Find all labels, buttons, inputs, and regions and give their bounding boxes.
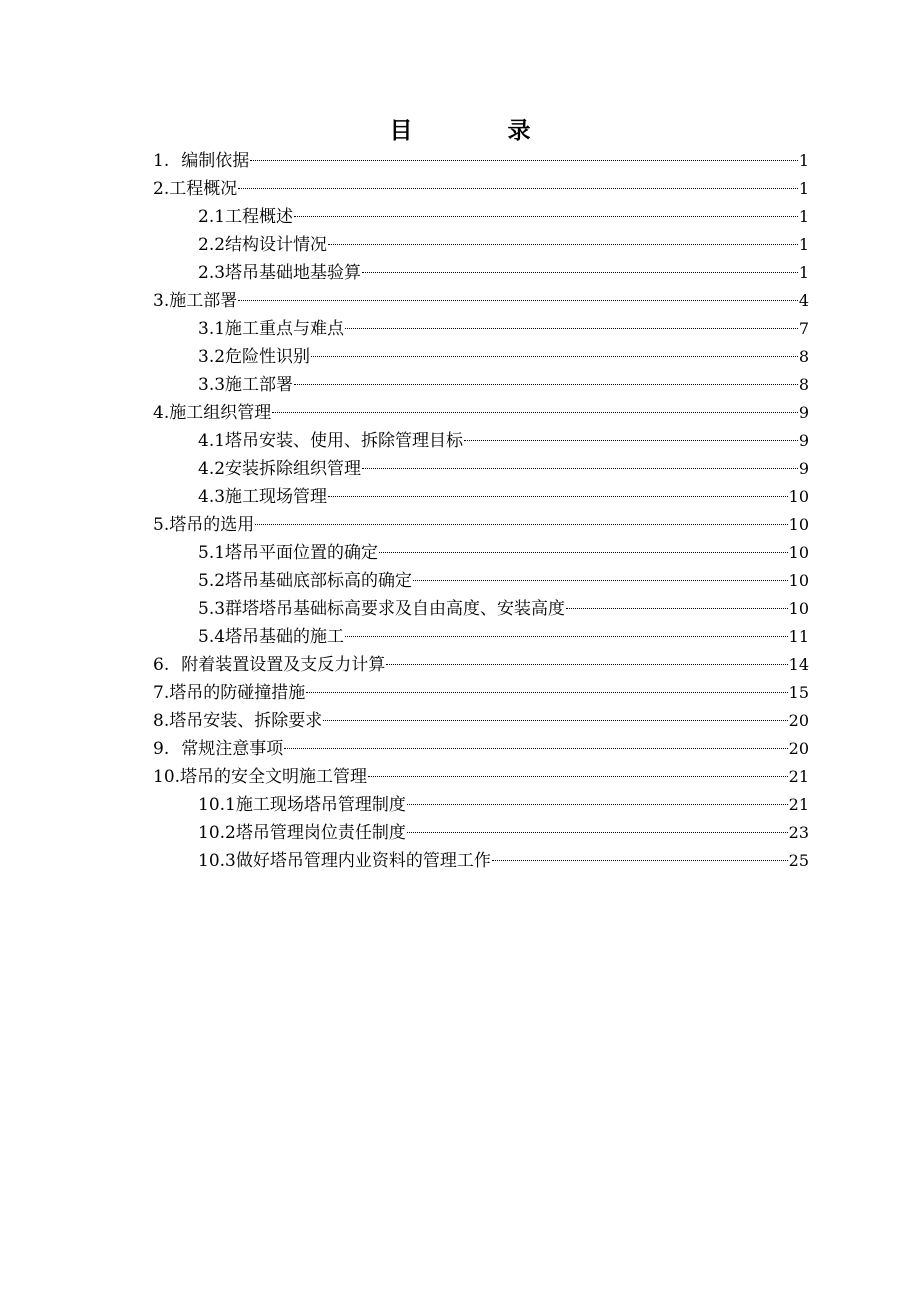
toc-dot-leader [306,692,787,693]
toc-entry-number: 4.2 [198,459,226,479]
toc-entry-text: 工程概述 [225,207,294,227]
toc-entry-page: 8 [798,347,809,366]
toc-entry[interactable] [153,651,809,679]
toc-entry-page: 14 [788,655,809,674]
toc-entry[interactable] [153,567,809,595]
toc-entry-page: 1 [798,179,809,198]
toc-entry[interactable] [153,819,809,847]
toc-entry-text: 施工现场管理 [225,487,328,507]
toc-entry[interactable] [153,707,809,735]
toc-entry-page: 20 [788,711,809,730]
toc-entry-page: 9 [798,403,809,422]
toc-entry-text: 施工组织管理 [169,403,272,423]
toc-title-left: 目 [389,117,413,144]
toc-entry-number: 5.2 [198,571,226,591]
toc-entry-text: 工程概况 [169,179,238,199]
toc-entry[interactable] [153,847,809,875]
toc-entry[interactable] [153,315,809,343]
toc-entry-number: 1. [153,151,170,171]
toc-dot-leader [386,664,787,665]
toc-dot-leader [368,776,788,777]
toc-entry-number: 6. [153,655,170,675]
toc-dot-leader [238,300,798,301]
toc-entry[interactable] [153,287,809,315]
toc-dot-leader [294,216,798,217]
toc-entry-number: 5.1 [198,543,226,563]
toc-entry[interactable] [153,231,809,259]
toc-entry-text: 施工重点与难点 [225,319,345,339]
toc-entry[interactable] [153,343,809,371]
toc-entry-text: 塔吊基础底部标高的确定 [225,571,413,591]
toc-entry[interactable] [153,763,809,791]
toc-dot-leader [345,636,788,637]
toc-entry-number: 3.1 [198,319,226,339]
toc-entry-text: 塔吊的选用 [169,515,255,535]
toc-entry-page: 9 [798,431,809,450]
toc-dot-leader [328,496,788,497]
toc-entry-number: 10.3 [198,851,236,871]
toc-entry-text: 塔吊安装、使用、拆除管理目标 [225,431,464,451]
toc-entry-page: 9 [798,459,809,478]
toc-entry[interactable] [153,735,809,763]
toc-dot-leader [492,860,788,861]
toc-entry-text: 塔吊基础地基验算 [225,263,362,283]
toc-entry-number: 3. [153,291,170,311]
toc-dot-leader [311,356,798,357]
toc-entry-text: 塔吊平面位置的确定 [225,543,379,563]
toc-entry-text: 施工部署 [169,291,238,311]
toc-entry-number: 9. [153,739,170,759]
toc-entry-text: 危险性识别 [225,347,311,367]
toc-entry-page: 10 [788,487,809,506]
toc-dot-leader [362,272,798,273]
toc-dot-leader [294,384,798,385]
toc-entry-page: 10 [788,571,809,590]
toc-entry-page: 7 [798,319,809,338]
toc-entry-page: 10 [788,515,809,534]
toc-entry-page: 15 [788,683,809,702]
toc-entry-text: 附着装置设置及支反力计算 [181,655,386,675]
toc-entry-page: 10 [788,543,809,562]
toc-entry[interactable] [153,371,809,399]
toc-entry-text: 施工部署 [225,375,294,395]
toc-entry-page: 25 [788,851,809,870]
toc-entry-text: 塔吊基础的施工 [225,627,345,647]
toc-entry[interactable] [153,539,809,567]
toc-entry-number: 4.1 [198,431,226,451]
toc-dot-leader [407,832,788,833]
toc-dot-leader [328,244,798,245]
toc-entry[interactable] [153,511,809,539]
toc-entry-number: 10. [153,767,181,787]
toc-title [0,112,920,145]
toc-list [153,147,809,875]
toc-entry-text: 塔吊管理岗位责任制度 [235,823,406,843]
toc-dot-leader [250,160,798,161]
toc-entry-text: 做好塔吊管理内业资料的管理工作 [235,851,491,871]
toc-entry[interactable] [153,175,809,203]
toc-entry-number: 10.2 [198,823,236,843]
toc-entry-page: 1 [798,207,809,226]
toc-entry[interactable] [153,427,809,455]
toc-entry-number: 5. [153,515,170,535]
toc-entry-text: 安装拆除组织管理 [225,459,362,479]
toc-entry-number: 8. [153,711,170,731]
toc-entry-page: 4 [798,291,809,310]
toc-dot-leader [413,580,788,581]
toc-dot-leader [407,804,788,805]
toc-entry-number: 2. [153,179,170,199]
toc-entry-number: 5.3 [198,599,226,619]
toc-entry[interactable] [153,791,809,819]
toc-entry-page: 23 [788,823,809,842]
toc-entry-page: 1 [798,151,809,170]
toc-dot-leader [464,440,798,441]
toc-entry[interactable] [153,595,809,623]
toc-entry-text: 编制依据 [181,151,250,171]
toc-dot-leader [255,524,787,525]
toc-dot-leader [272,412,798,413]
toc-entry-number: 2.3 [198,263,226,283]
toc-entry[interactable] [153,483,809,511]
toc-entry-number: 7. [153,683,170,703]
toc-title-right: 录 [507,117,531,144]
toc-entry-number: 10.1 [198,795,236,815]
toc-entry-page: 10 [788,599,809,618]
toc-entry-number: 5.4 [198,627,226,647]
toc-entry[interactable] [153,147,809,175]
toc-entry-number: 4.3 [198,487,226,507]
toc-entry-text: 塔吊的防碰撞措施 [169,683,306,703]
toc-entry-text: 群塔塔吊基础标高要求及自由高度、安装高度 [225,599,566,619]
toc-entry-page: 21 [788,767,809,786]
toc-dot-leader [284,748,787,749]
toc-dot-leader [566,608,788,609]
toc-entry[interactable] [153,259,809,287]
toc-entry[interactable] [153,203,809,231]
toc-dot-leader [238,188,798,189]
toc-entry-number: 4. [153,403,170,423]
toc-entry[interactable] [153,679,809,707]
toc-dot-leader [323,720,787,721]
toc-entry-text: 结构设计情况 [225,235,328,255]
toc-dot-leader [345,328,798,329]
toc-entry-number: 2.1 [198,207,226,227]
toc-entry-text: 塔吊安装、拆除要求 [169,711,323,731]
toc-dot-leader [379,552,788,553]
toc-entry-page: 11 [788,627,809,646]
toc-entry-number: 3.3 [198,375,226,395]
toc-entry[interactable] [153,623,809,651]
toc-entry-page: 1 [798,263,809,282]
toc-entry-text: 常规注意事项 [181,739,284,759]
toc-entry-page: 21 [788,795,809,814]
toc-entry-page: 1 [798,235,809,254]
toc-entry-page: 20 [788,739,809,758]
toc-entry[interactable] [153,399,809,427]
toc-dot-leader [362,468,798,469]
toc-entry-text: 塔吊的安全文明施工管理 [180,767,368,787]
toc-entry-text: 施工现场塔吊管理制度 [235,795,406,815]
toc-entry-number: 3.2 [198,347,226,367]
toc-entry-number: 2.2 [198,235,226,255]
toc-entry-page: 8 [798,375,809,394]
toc-entry[interactable] [153,455,809,483]
